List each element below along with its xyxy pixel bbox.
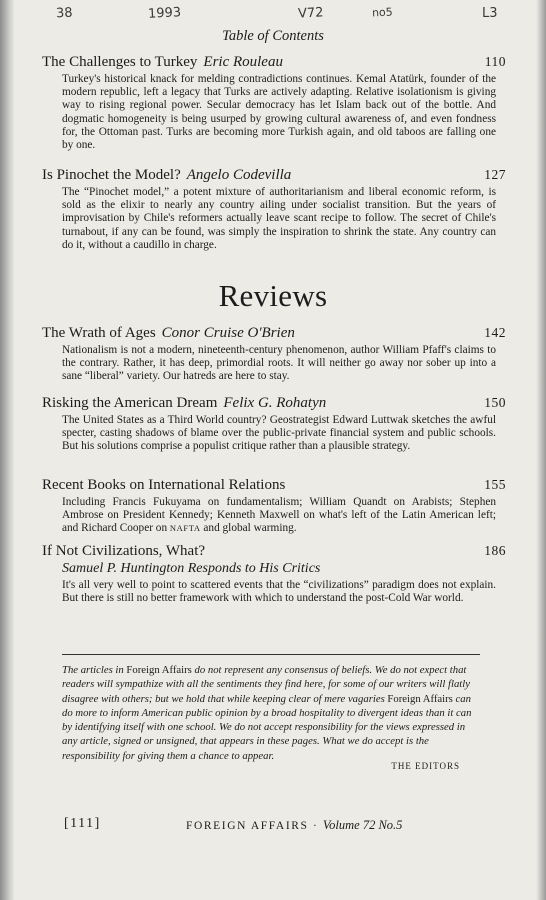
entry-page-number: 110 [484, 54, 506, 69]
summary-acronym: NAFTA [169, 523, 201, 534]
summary-text: Including Francis Fukuyama on fundamentalism; William Quandt on Arabists; Stephen Ambrose on President Kennedy; Kenneth Maxwell on what's left of the Latin American left; and Richard Cooper on [62, 496, 496, 535]
entry-heading [42, 325, 506, 342]
entry-summary: Turkey's historical knack for melding contradictions continues. Kemal Atatürk, founder of the modern republic, left a legacy that Turks are actively adapting. Relative isolationism is giving way to rising regional power. Secular democracy has let Islam back out of the bottle. And dogmatic homogeneity is being usurped by growing cultural awareness of, and even fondness for, the Ottoman past. Turks are becoming more Turkish again, and old taboos are falling one by one. [62, 73, 496, 152]
entry-title: The Wrath of Ages [42, 325, 156, 341]
entry-heading [42, 477, 506, 494]
entry-heading [42, 395, 506, 412]
toc-entry [42, 395, 506, 454]
entry-summary: Nationalism is not a modern, nineteenth-century phenomenon, author William Pfaff's claims to the contrary. Rather, it has deep, primordial roots. It will neither go away nor sober up into a sane “liberal” variety. Our hatreds are here to stay. [62, 344, 496, 383]
disclaimer-text: can do more to inform American public opinion by a broad hospitality to divergent ideas than it can by identifying itself with one school. We do not accept responsibility for the views expressed in any article, signed or unsigned, that appears in these pages. What we do accept is the responsibility for giving them a chance to appear. [62, 692, 472, 762]
entry-heading [42, 167, 506, 184]
summary-text: and global warming. [200, 522, 297, 535]
entry-subtitle: Samuel P. Huntington Responds to His Critics [62, 561, 321, 576]
entry-author: Eric Rouleau [203, 54, 283, 70]
toc-entry [42, 325, 506, 384]
disclaimer-text: The articles in [62, 664, 127, 676]
editors-signoff: THE EDITORS [391, 761, 460, 771]
footer-journal-name: FOREIGN AFFAIRS [186, 820, 309, 832]
entry-page-number: 142 [484, 325, 506, 340]
footer-page-number: [111] [64, 816, 101, 831]
handwritten-note: V72 [297, 5, 324, 22]
entry-page-number: 155 [484, 477, 506, 492]
toc-entry [42, 477, 506, 536]
entry-title: Is Pinochet the Model? [42, 167, 181, 183]
disclaimer-text: do not represent any consensus of beliefs. We do not expect that readers will sympathize with all the sentiments they find here, for some of our writers will flatly disagree with others; but we hold that while keeping clear of mere vagaries [62, 664, 470, 705]
toc-entry [42, 543, 506, 605]
entry-title: The Challenges to Turkey [42, 54, 198, 70]
entry-page-number: 127 [484, 167, 506, 182]
page-binding-shadow [0, 0, 14, 900]
entry-author: Angelo Codevilla [186, 167, 292, 183]
footer-volume: Volume 72 No.5 [322, 818, 403, 832]
entry-summary: It's all very well to point to scattered events that the “civilizations” paradigm does not explain. But there is still no better framework with which to understand the post-Cold War world. [62, 579, 496, 605]
toc-entry [42, 54, 506, 152]
entry-page-number: 150 [484, 395, 506, 410]
footer-journal-info [186, 818, 402, 833]
divider-rule [62, 654, 480, 655]
entry-summary: The United States as a Third World country? Geostrategist Edward Luttwak sketches the awful specter, casting shadows of blame over the public-private financial system and public schools. But his solutions comprise a populist critique rather than a plausible strategy. [62, 414, 496, 453]
handwritten-note: L3 [482, 6, 498, 21]
entry-title: Risking the American Dream [42, 395, 218, 411]
entry-author: Felix G. Rohatyn [223, 395, 327, 411]
entry-author: Conor Cruise O'Brien [161, 325, 295, 341]
entry-page-number: 186 [484, 543, 506, 558]
entry-title: If Not Civilizations, What? [42, 543, 206, 559]
toc-title: Table of Contents [222, 28, 324, 44]
page-edge-shadow [536, 0, 546, 900]
entry-summary: The “Pinochet model,” a potent mixture of authoritarianism and liberal economic reform, is sold as the elixir to nearly any country ailing under socialist transition. But the years of improvisation by Chile's reformers actually leave scant recipe to follow. The secret of Chile's turnabout, if any can be found, was simply the inspiration to shrink the state. Any country can do it, without a caudillo in charge. [62, 186, 496, 251]
toc-entry [42, 167, 506, 252]
journal-name: Foreign Affairs [387, 692, 453, 705]
entry-heading [42, 54, 506, 71]
reviews-heading: Reviews [218, 278, 328, 313]
footer-separator: · [308, 820, 323, 832]
handwritten-note: 38 [55, 5, 73, 22]
entry-title: Recent Books on International Relations [42, 477, 286, 493]
journal-name: Foreign Affairs [126, 664, 192, 676]
entry-summary [62, 496, 496, 536]
handwritten-note: 1993 [147, 5, 182, 22]
editorial-disclaimer [62, 663, 480, 763]
entry-heading [42, 543, 506, 560]
handwritten-note: no5 [371, 5, 394, 20]
